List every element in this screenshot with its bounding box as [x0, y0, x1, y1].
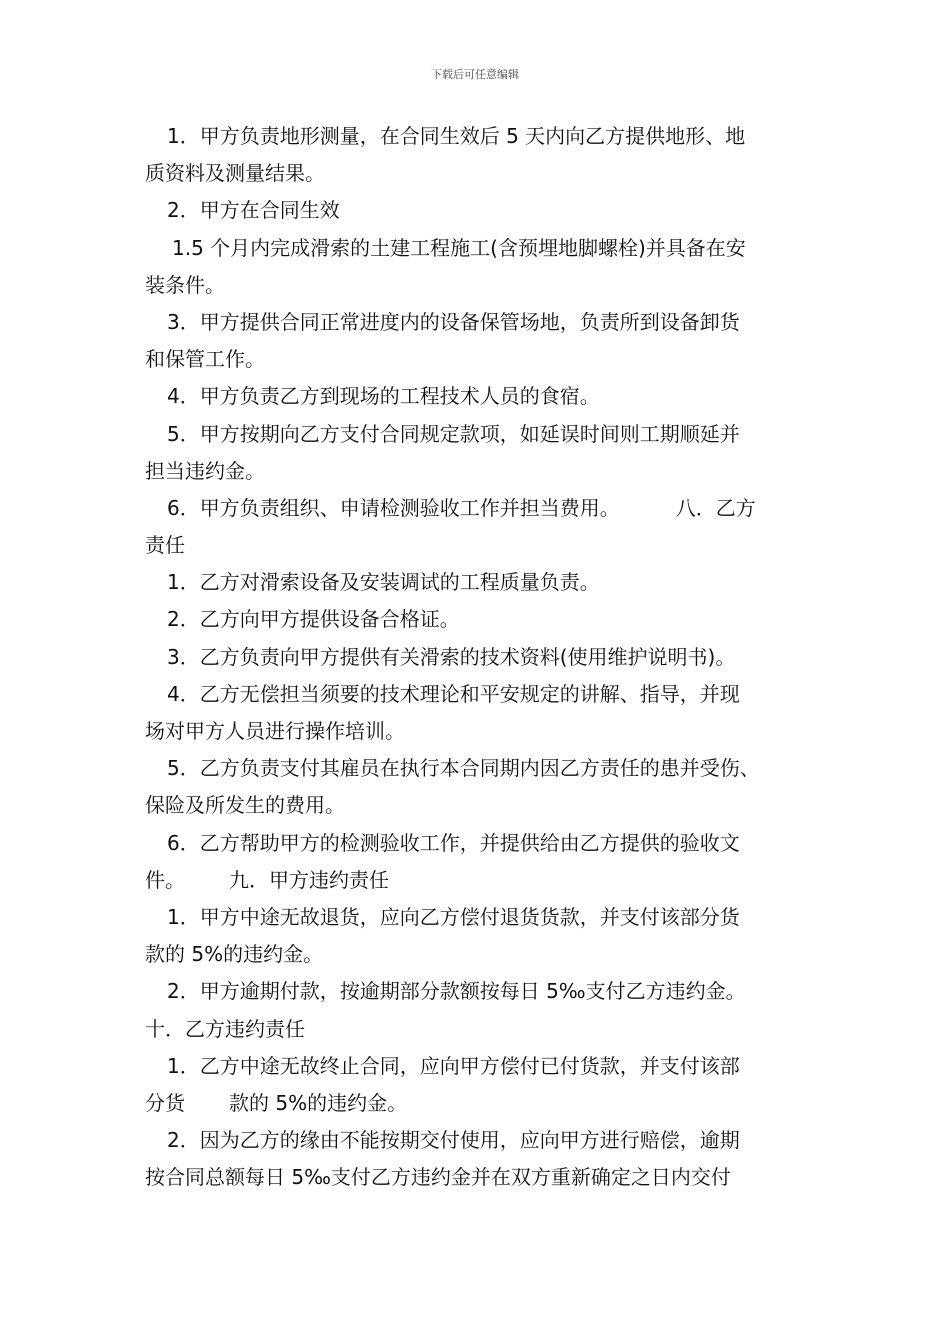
text-line: 2．甲方在合同生效 [167, 198, 340, 223]
text-segment: 款的 5%的违约金。 [229, 1090, 408, 1115]
text-line: 6．乙方帮助甲方的检测验收工作，并提供给由乙方提供的验收文 [167, 830, 740, 855]
text-line: 5．甲方按期向乙方支付合同规定款项，如延误时间则工期顺延并 [167, 421, 740, 446]
text-line: 2．因为乙方的缘由不能按期交付使用，应向甲方进行赔偿，逾期 [167, 1128, 740, 1153]
text-line: 担当违约金。 [145, 458, 265, 483]
section-heading: 十．乙方违约责任 [145, 1016, 305, 1041]
text-line [145, 862, 810, 899]
text-line [145, 490, 810, 527]
text-line: 4．甲方负责乙方到现场的工程技术人员的食宿。 [167, 384, 600, 409]
text-segment: 6．甲方负责组织、申请检测验收工作并担当费用。 [167, 495, 620, 520]
text-line: 3．乙方负责向甲方提供有关滑索的技术资料(使用维护说明书)。 [167, 644, 736, 669]
text-line: 1．甲方负责地形测量，在合同生效后 5 天内向乙方提供地形、地 [167, 124, 746, 148]
text-line: 场对甲方人员进行操作培训。 [145, 719, 405, 743]
text-line: 保险及所发生的费用。 [145, 793, 345, 818]
text-line: 4．乙方无偿担当须要的技术理论和平安规定的讲解、指导，并现 [167, 681, 740, 706]
text-line: 1．甲方中途无故退货，应向乙方偿付退货货款，并支付该部分货 [167, 904, 740, 929]
page-header: 下载后可任意编辑 [431, 68, 519, 81]
text-line: 5．乙方负责支付其雇员在执行本合同期内因乙方责任的患并受伤、 [167, 756, 760, 781]
text-line: 款的 5%的违约金。 [145, 942, 324, 967]
text-line: 装条件。 [145, 272, 225, 297]
text-line: 1．乙方对滑索设备及安装调试的工程质量负责。 [167, 570, 600, 595]
text-line: 2．乙方向甲方提供设备合格证。 [167, 607, 460, 632]
text-line: 3．甲方提供合同正常进度内的设备保管场地，负责所到设备卸货 [167, 309, 740, 334]
text-line: 质资料及测量结果。 [145, 161, 325, 186]
section-heading: 八．乙方 [675, 495, 756, 520]
text-segment: 件。 [145, 867, 185, 892]
text-line: 责任 [145, 533, 185, 558]
text-line: 按合同总额每日 5‰支付乙方违约金并在双方重新确定之日内交付 [145, 1165, 731, 1190]
text-segment: 分货 [145, 1090, 185, 1115]
text-line: 1．乙方中途无故终止合同，应向甲方偿付已付货款，并支付该部 [167, 1053, 740, 1078]
text-line [145, 1085, 810, 1122]
text-line: 和保管工作。 [145, 347, 265, 372]
text-line: 1.5 个月内完成滑索的土建工程施工(含预埋地脚螺栓)并具备在安 [172, 235, 746, 260]
section-heading: 九．甲方违约责任 [229, 867, 389, 892]
text-line: 2．甲方逾期付款，按逾期部分款额按每日 5‰支付乙方违约金。 [167, 979, 746, 1004]
document-body [145, 118, 810, 1196]
